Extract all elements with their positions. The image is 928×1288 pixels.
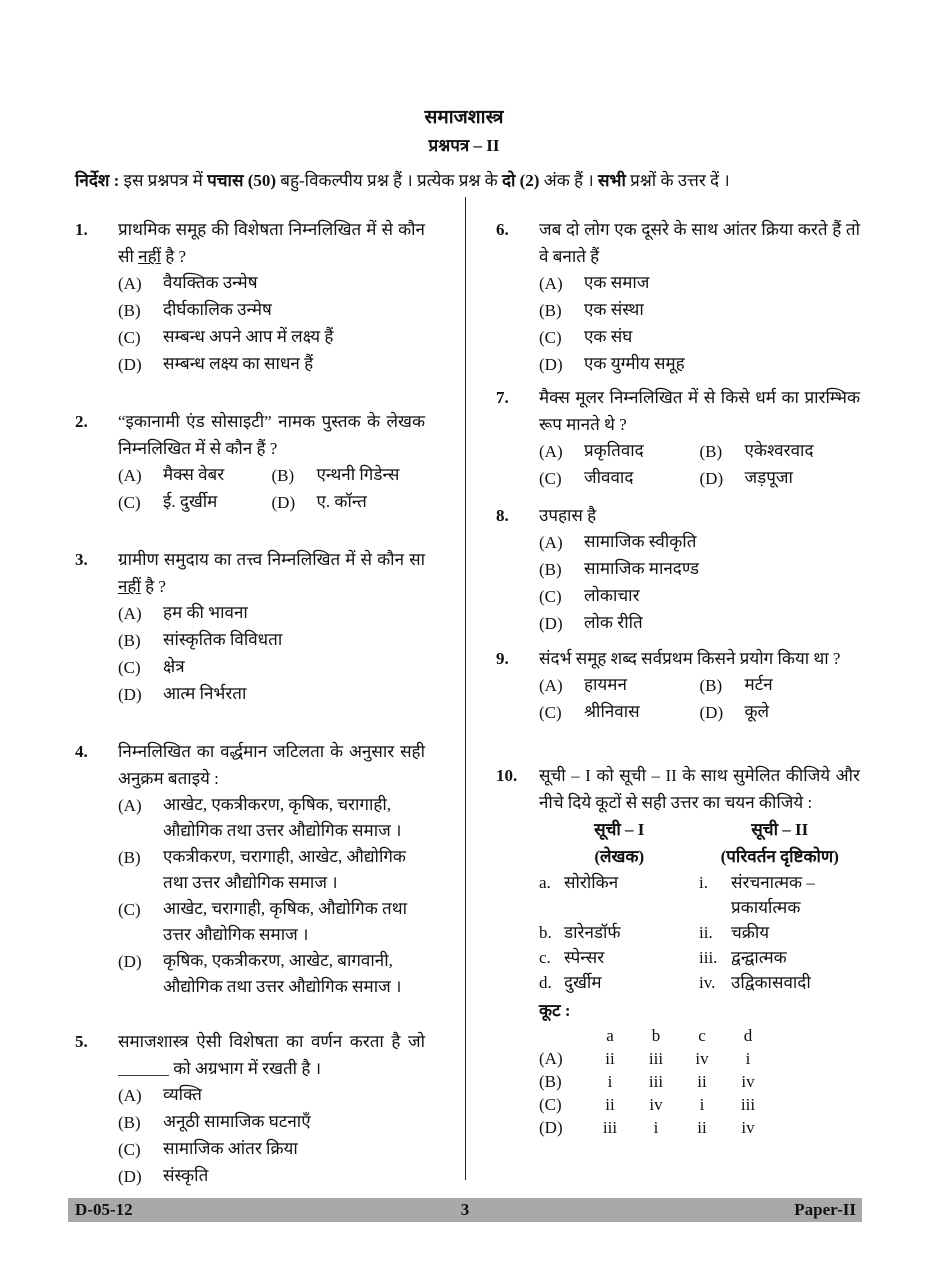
option-label: (C): [118, 900, 141, 919]
option-label: (D): [118, 1167, 142, 1186]
option: [118, 844, 425, 896]
question-text-part: है ?: [161, 247, 187, 266]
option-text: एन्थनी गिडेन्स: [316, 465, 400, 484]
match-text: चक्रीय: [731, 923, 770, 942]
option-text: सामाजिक मानदण्ड: [584, 559, 699, 578]
question-number: 2.: [75, 412, 88, 431]
option-label: (D): [699, 469, 724, 488]
item-text: दुर्खीम: [564, 973, 602, 992]
option-label: (A): [539, 442, 563, 461]
item-text: स्पेन्सर: [564, 948, 605, 967]
option: [272, 462, 426, 489]
question-text-part: प्राथमिक समूह की विशेषता निम्नलिखित में से कौन सी: [118, 220, 425, 266]
option: [539, 672, 700, 699]
instr-text: इस प्रश्नपत्र में: [119, 171, 208, 190]
question-number: 4.: [75, 742, 88, 761]
question-text-part: जब दो लोग एक दूसरे के साथ आंतर क्रिया करते हैं तो वे बनाते हैं: [539, 220, 860, 266]
option-text: एक समाज: [584, 273, 650, 292]
options: [539, 529, 860, 637]
option-label: (C): [539, 587, 562, 606]
option: [118, 792, 425, 844]
option-label: (D): [118, 952, 142, 971]
option: [118, 600, 425, 627]
option: [539, 270, 860, 297]
list2-header: [700, 816, 861, 870]
option-text: कूले: [744, 702, 770, 721]
option-label: (C): [118, 328, 141, 347]
question-number: 9.: [496, 649, 509, 668]
footer-bar: [68, 1198, 862, 1222]
option: [700, 672, 861, 699]
question-4: [75, 738, 425, 1000]
option-label: (B): [699, 676, 723, 695]
option-label: (B): [271, 466, 295, 485]
options: [118, 792, 425, 1000]
option-text: जीववाद: [584, 468, 634, 487]
question-text: [539, 762, 860, 816]
option-text: एक संघ: [584, 327, 633, 346]
code-cell: iii: [602, 1118, 618, 1137]
option: [118, 297, 425, 324]
option-text: मर्टन: [744, 675, 773, 694]
option-text: वैयक्तिक उन्मेष: [163, 273, 258, 292]
option-text: हायमन: [584, 675, 627, 694]
options: [539, 438, 860, 492]
option: [539, 324, 860, 351]
option: [118, 270, 425, 297]
option: [539, 529, 860, 556]
option: [118, 654, 425, 681]
question-text-part: निम्नलिखित का वर्द्धमान जटिलता के अनुसार सही अनुक्रम बताइये :: [118, 742, 425, 788]
option-label: (A): [118, 1086, 142, 1105]
option-text: मैक्स वेबर: [163, 465, 225, 484]
codes-header: [539, 1024, 860, 1047]
question-text: [118, 1028, 425, 1082]
option-label: (C): [118, 1140, 141, 1159]
option-text: प्रकृतिवाद: [584, 441, 644, 460]
question-text-part: उपहास है: [539, 506, 597, 525]
option-label: (C): [539, 703, 562, 722]
question-number: 8.: [496, 506, 509, 525]
code-row: [539, 1070, 860, 1093]
question-text-part: सूची – I को सूची – II के साथ सुमेलित कीजिये और नीचे दिये कूटों से सही उत्तर का चयन कीजिये :: [539, 766, 860, 812]
instr-text: बहु-विकल्पीय प्रश्न हैं । प्रत्येक प्रश्न के: [276, 171, 502, 190]
question-text-part: ग्रामीण समुदाय का तत्त्व निम्नलिखित में से कौन सा: [118, 550, 425, 569]
option: [118, 1082, 425, 1109]
option-text: ई. दुर्खीम: [163, 492, 218, 511]
instr-bold: पचास (50): [207, 171, 277, 190]
option-label: (B): [118, 301, 141, 320]
question-text: [118, 546, 425, 600]
question-text: [539, 502, 860, 529]
question-text-part: है ?: [140, 577, 166, 596]
match-row: [539, 870, 860, 920]
option-label: (D): [118, 685, 142, 704]
code-cell: (D): [539, 1118, 563, 1137]
option-label: (D): [271, 493, 296, 512]
option-text: सम्बन्ध लक्ष्य का साधन हैं: [163, 354, 314, 373]
question-number: 5.: [75, 1032, 88, 1051]
question-1: [75, 216, 425, 378]
code-cell: iv: [695, 1049, 709, 1068]
options: [118, 1082, 425, 1190]
match-lists: [539, 816, 860, 1139]
option-text: एक युग्मीय समूह: [584, 354, 685, 373]
option-label: (B): [118, 1113, 141, 1132]
option-text: हम की भावना: [163, 603, 248, 622]
underlined-word: नहीं: [138, 247, 162, 266]
option: [118, 681, 425, 708]
paper-title: प्रश्नपत्र – II: [428, 136, 500, 155]
option-text: व्यक्ति: [163, 1085, 202, 1104]
match-key: iv.: [699, 973, 716, 992]
option: [539, 465, 700, 492]
option-label: (C): [118, 658, 141, 677]
option-label: (B): [539, 301, 562, 320]
codes-col-header: [539, 1024, 587, 1047]
options: [118, 462, 425, 516]
code-row: [539, 1116, 860, 1139]
instructions-label: निर्देश :: [75, 171, 120, 190]
option-text: सामाजिक स्वीकृति: [584, 532, 697, 551]
codes-col-header: b: [651, 1026, 661, 1045]
option: [700, 438, 861, 465]
question-10: [496, 762, 860, 1139]
item-text: सोरोकिन: [564, 873, 619, 892]
option-text: सामाजिक आंतर क्रिया: [163, 1139, 298, 1158]
list2-title: सूची – II: [751, 820, 809, 839]
option-text: आत्म निर्भरता: [163, 684, 247, 703]
option: [539, 438, 700, 465]
code-cell: (B): [539, 1072, 562, 1091]
option-text: लोकाचार: [584, 586, 640, 605]
code-cell: iii: [740, 1095, 756, 1114]
code-cell: ii: [697, 1072, 707, 1091]
option-label: (B): [118, 631, 141, 650]
question-text: [118, 408, 425, 462]
option: [539, 610, 860, 637]
option-text: आखेट, चरागाही, कृषिक, औद्योगिक तथा उत्तर औद्योगिक समाज ।: [163, 899, 407, 944]
question-3: [75, 546, 425, 708]
question-text: [118, 216, 425, 270]
option-label: (A): [118, 274, 142, 293]
question-number: 1.: [75, 220, 88, 239]
option-label: (A): [539, 533, 563, 552]
option-label: (B): [699, 442, 723, 461]
code-row: [539, 1093, 860, 1116]
option: [539, 351, 860, 378]
question-text: [539, 216, 860, 270]
option-text: सम्बन्ध अपने आप में लक्ष्य हैं: [163, 327, 334, 346]
question-9: [496, 645, 860, 726]
code-cell: i: [699, 1095, 705, 1114]
option-label: (C): [118, 493, 141, 512]
code-cell: iv: [649, 1095, 663, 1114]
match-row: [539, 945, 860, 970]
code-cell: iii: [648, 1049, 664, 1068]
list1-subtitle: (लेखक): [594, 847, 645, 866]
options: [539, 672, 860, 726]
code-cell: (C): [539, 1095, 562, 1114]
match-row: [539, 920, 860, 945]
code-cell: ii: [697, 1118, 707, 1137]
options: [118, 600, 425, 708]
option-text: लोक रीति: [584, 613, 643, 632]
list1-header: [539, 816, 700, 870]
list1-title: सूची – I: [594, 820, 645, 839]
option: [118, 948, 425, 1000]
question-text-part: “इकानामी एंड सोसाइटी” नामक पुस्तक के लेखक निम्नलिखित में से कौन हैं ?: [118, 412, 425, 458]
question-number: 3.: [75, 550, 88, 569]
code-cell: iii: [648, 1072, 664, 1091]
codes-label: कूट :: [539, 1001, 571, 1020]
option: [118, 1163, 425, 1190]
option: [118, 627, 425, 654]
list2-subtitle: (परिवर्तन दृष्टिकोण): [720, 847, 839, 866]
instr-bold: दो (2): [501, 171, 540, 190]
code-cell: i: [745, 1049, 751, 1068]
list-headers: [539, 816, 860, 870]
options: [118, 270, 425, 378]
option: [539, 699, 700, 726]
option: [118, 462, 272, 489]
item-key: b.: [539, 923, 552, 942]
option: [118, 1109, 425, 1136]
option: [539, 297, 860, 324]
match-row: [539, 970, 860, 995]
question-text: [539, 384, 860, 438]
question-number: 6.: [496, 220, 509, 239]
page-number: 3: [460, 1200, 470, 1219]
option: [539, 556, 860, 583]
question-text: [539, 645, 860, 672]
option-label: (A): [539, 676, 563, 695]
option-label: (D): [118, 355, 142, 374]
code-cell: (A): [539, 1049, 563, 1068]
option-text: एकेश्वरवाद: [744, 441, 814, 460]
option: [118, 896, 425, 948]
instr-text: अंक हैं ।: [539, 171, 598, 190]
question-2: [75, 408, 425, 516]
match-text: संरचनात्मक – प्रकार्यात्मक: [731, 873, 815, 917]
option-text: सांस्कृतिक विविधता: [163, 630, 283, 649]
code-cell: iv: [741, 1118, 755, 1137]
option: [118, 489, 272, 516]
codes-col-header: c: [698, 1026, 706, 1045]
option-text: जड़पूजा: [744, 468, 793, 487]
option-text: एक संस्था: [584, 300, 644, 319]
underlined-word: नहीं: [118, 577, 141, 596]
option-label: (A): [118, 604, 142, 623]
option: [118, 324, 425, 351]
codes-col-header: a: [606, 1026, 614, 1045]
question-5: [75, 1028, 425, 1190]
paper-code: D-05-12: [75, 1200, 133, 1219]
code-cell: i: [607, 1072, 613, 1091]
item-key: c.: [539, 948, 551, 967]
option-label: (D): [539, 355, 563, 374]
option: [539, 583, 860, 610]
option-text: दीर्घकालिक उन्मेष: [163, 300, 272, 319]
option-text: श्रीनिवास: [584, 702, 640, 721]
option: [700, 699, 861, 726]
item-text: डारेनडॉर्फ: [564, 923, 621, 942]
option-text: एकत्रीकरण, चरागाही, आखेट, औद्योगिक तथा उत्तर औद्योगिक समाज ।: [163, 847, 406, 892]
option-text: कृषिक, एकत्रीकरण, आखेट, बागवानी, औद्योगिक तथा उत्तर औद्योगिक समाज ।: [163, 951, 402, 996]
option-label: (D): [699, 703, 724, 722]
option-label: (A): [118, 466, 142, 485]
subject-title: समाजशास्त्र: [424, 107, 504, 128]
option-text: क्षेत्र: [163, 657, 185, 676]
code-cell: i: [653, 1118, 659, 1137]
code-cell: ii: [605, 1095, 615, 1114]
option-label: (C): [539, 469, 562, 488]
options: [539, 270, 860, 378]
item-key: a.: [539, 873, 551, 892]
question-number: 7.: [496, 388, 509, 407]
question-6: [496, 216, 860, 378]
instr-text: प्रश्नों के उत्तर दें ।: [625, 171, 730, 190]
option: [272, 489, 426, 516]
paper-label: Paper-II: [794, 1200, 856, 1219]
option-text: आखेट, एकत्रीकरण, कृषिक, चरागाही, औद्योगिक तथा उत्तर औद्योगिक समाज ।: [163, 795, 402, 840]
column-divider: [465, 197, 466, 1180]
question-8: [496, 502, 860, 637]
option: [118, 351, 425, 378]
question-text-part: मैक्स मूलर निम्नलिखित में से किसे धर्म का प्रारम्भिक रूप मानते थे ?: [539, 388, 860, 434]
instructions: [75, 168, 730, 191]
option-label: (B): [539, 560, 562, 579]
question-number: 10.: [496, 766, 518, 785]
question-text: [118, 738, 425, 792]
option-label: (D): [539, 614, 563, 633]
codes-col-header: d: [743, 1026, 753, 1045]
code-cell: iv: [741, 1072, 755, 1091]
option: [700, 465, 861, 492]
question-text-part: समाजशास्त्र ऐसी विशेषता का वर्णन करता है जो ______ को अग्रभाग में रखती है ।: [118, 1032, 425, 1078]
question-7: [496, 384, 860, 492]
question-text-part: संदर्भ समूह शब्द सर्वप्रथम किसने प्रयोग किया था ?: [539, 649, 841, 668]
match-text: द्वन्द्वात्मक: [731, 948, 787, 967]
match-key: iii.: [699, 948, 718, 967]
code-cell: ii: [605, 1049, 615, 1068]
code-row: [539, 1047, 860, 1070]
option-text: संस्कृति: [163, 1166, 209, 1185]
option-text: ए. कॉन्त: [316, 492, 367, 511]
item-key: d.: [539, 973, 552, 992]
option-label: (A): [539, 274, 563, 293]
match-key: ii.: [699, 923, 713, 942]
instr-bold: सभी: [598, 171, 626, 190]
option-label: (A): [118, 796, 142, 815]
option-label: (C): [539, 328, 562, 347]
option: [118, 1136, 425, 1163]
option-label: (B): [118, 848, 141, 867]
option-text: अनूठी सामाजिक घटनाएँ: [163, 1112, 311, 1131]
match-text: उद्विकासवादी: [731, 973, 811, 992]
match-key: i.: [699, 873, 708, 892]
